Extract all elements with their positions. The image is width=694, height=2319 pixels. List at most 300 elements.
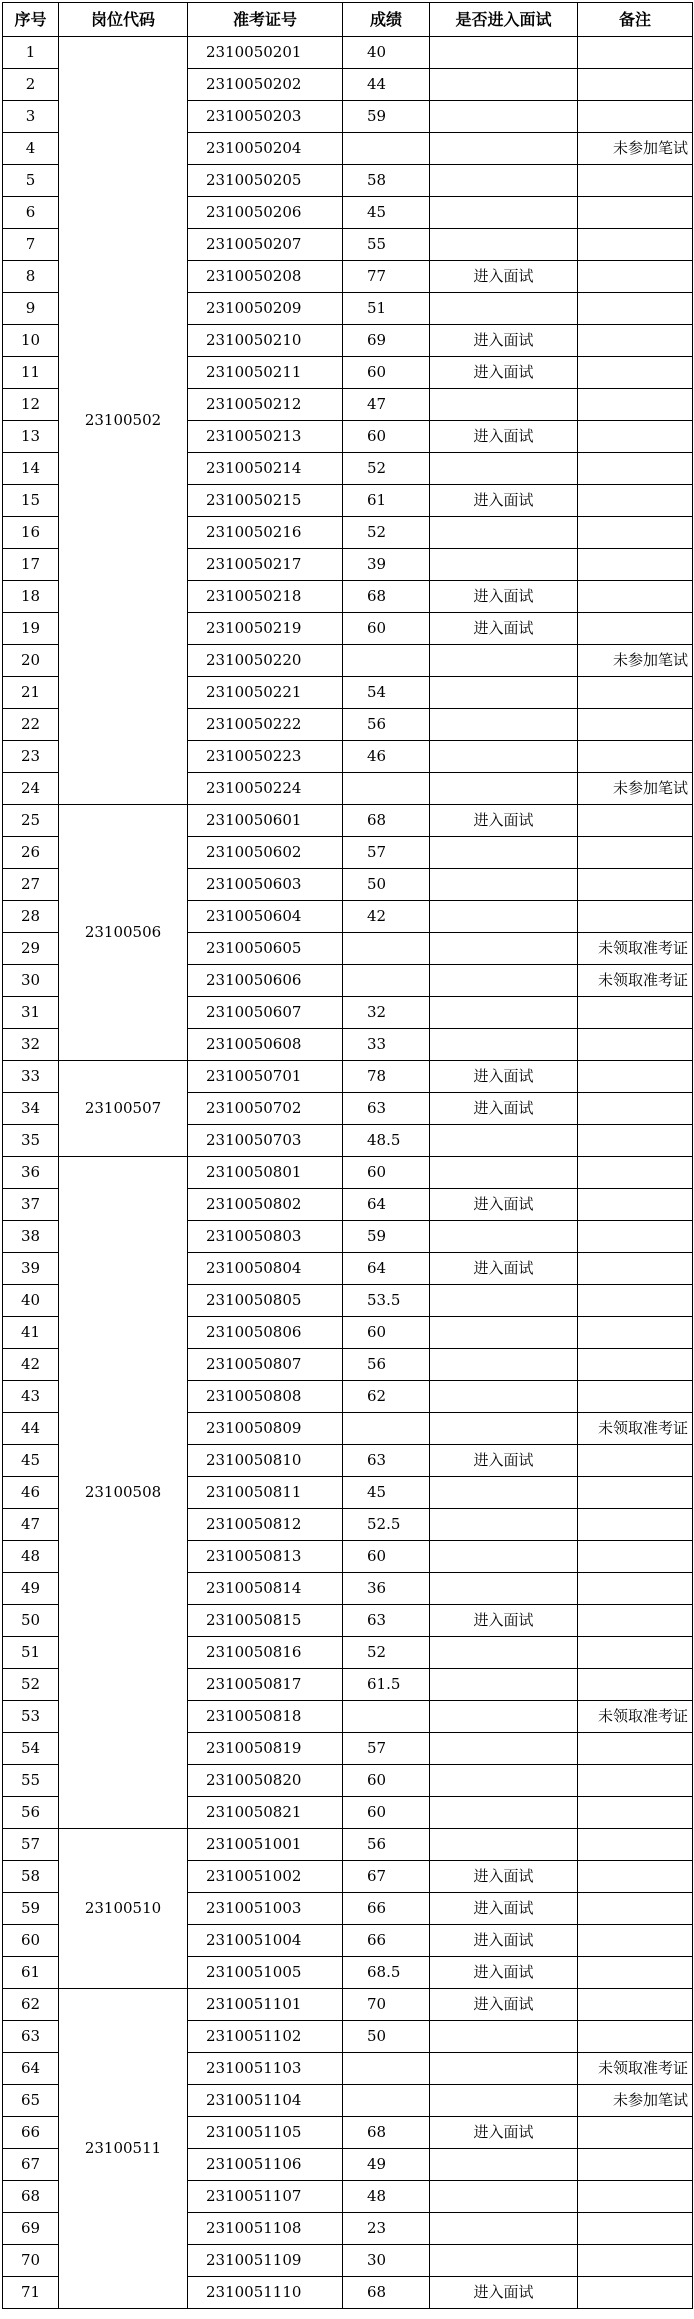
score-cell: 66 <box>343 1925 430 1957</box>
seq-cell: 66 <box>3 2117 59 2149</box>
score-cell: 62 <box>343 1381 430 1413</box>
ticket-number-cell: 2310051108 <box>188 2213 343 2245</box>
seq-cell: 53 <box>3 1701 59 1733</box>
seq-cell: 30 <box>3 965 59 997</box>
ticket-number-cell: 2310050211 <box>188 357 343 389</box>
interview-status-cell <box>430 1317 578 1349</box>
interview-status-cell <box>430 389 578 421</box>
position-code-cell: 23100506 <box>59 805 188 1061</box>
header-interview: 是否进入面试 <box>430 3 578 37</box>
ticket-number-cell: 2310050209 <box>188 293 343 325</box>
score-cell: 63 <box>343 1093 430 1125</box>
interview-status-cell <box>430 69 578 101</box>
interview-status-cell: 进入面试 <box>430 1893 578 1925</box>
ticket-number-cell: 2310050202 <box>188 69 343 101</box>
interview-status-cell <box>430 37 578 69</box>
remark-cell <box>578 741 693 773</box>
ticket-number-cell: 2310050224 <box>188 773 343 805</box>
interview-status-cell <box>430 1125 578 1157</box>
ticket-number-cell: 2310050223 <box>188 741 343 773</box>
table-row <box>3 1829 693 1861</box>
score-cell: 32 <box>343 997 430 1029</box>
seq-cell: 27 <box>3 869 59 901</box>
interview-status-cell <box>430 197 578 229</box>
ticket-number-cell: 2310050216 <box>188 517 343 549</box>
seq-cell: 15 <box>3 485 59 517</box>
ticket-number-cell: 2310050206 <box>188 197 343 229</box>
score-cell <box>343 2085 430 2117</box>
ticket-number-cell: 2310050201 <box>188 37 343 69</box>
position-code-cell: 23100502 <box>59 37 188 805</box>
ticket-number-cell: 2310050602 <box>188 837 343 869</box>
score-cell: 47 <box>343 389 430 421</box>
interview-status-cell <box>430 677 578 709</box>
ticket-number-cell: 2310050217 <box>188 549 343 581</box>
remark-cell <box>578 1637 693 1669</box>
ticket-number-cell: 2310050606 <box>188 965 343 997</box>
seq-cell: 67 <box>3 2149 59 2181</box>
remark-cell <box>578 2245 693 2277</box>
seq-cell: 20 <box>3 645 59 677</box>
score-cell: 78 <box>343 1061 430 1093</box>
interview-status-cell <box>430 1541 578 1573</box>
interview-status-cell <box>430 2181 578 2213</box>
seq-cell: 17 <box>3 549 59 581</box>
remark-cell <box>578 1189 693 1221</box>
score-cell: 30 <box>343 2245 430 2277</box>
ticket-number-cell: 2310050811 <box>188 1477 343 1509</box>
interview-status-cell <box>430 1829 578 1861</box>
remark-cell <box>578 229 693 261</box>
remark-cell <box>578 1381 693 1413</box>
remark-cell <box>578 901 693 933</box>
interview-status-cell <box>430 229 578 261</box>
seq-cell: 39 <box>3 1253 59 1285</box>
score-cell: 68 <box>343 581 430 613</box>
seq-cell: 33 <box>3 1061 59 1093</box>
ticket-number-cell: 2310050803 <box>188 1221 343 1253</box>
ticket-number-cell: 2310051104 <box>188 2085 343 2117</box>
table-row <box>3 1989 693 2021</box>
score-cell: 60 <box>343 1765 430 1797</box>
seq-cell: 23 <box>3 741 59 773</box>
interview-status-cell <box>430 2149 578 2181</box>
ticket-number-cell: 2310051102 <box>188 2021 343 2053</box>
remark-cell <box>578 2181 693 2213</box>
score-cell: 63 <box>343 1605 430 1637</box>
score-cell: 60 <box>343 357 430 389</box>
interview-status-cell: 进入面试 <box>430 1093 578 1125</box>
remark-cell: 未参加笔试 <box>578 2085 693 2117</box>
position-code-cell: 23100511 <box>59 1989 188 2309</box>
score-cell: 55 <box>343 229 430 261</box>
seq-cell: 18 <box>3 581 59 613</box>
interview-status-cell: 进入面试 <box>430 1861 578 1893</box>
remark-cell <box>578 453 693 485</box>
remark-cell <box>578 997 693 1029</box>
interview-status-cell <box>430 101 578 133</box>
score-cell: 64 <box>343 1189 430 1221</box>
remark-cell <box>578 197 693 229</box>
ticket-number-cell: 2310050215 <box>188 485 343 517</box>
ticket-number-cell: 2310050802 <box>188 1189 343 1221</box>
interview-status-cell <box>430 1637 578 1669</box>
interview-status-cell <box>430 1413 578 1445</box>
score-cell: 52 <box>343 517 430 549</box>
ticket-number-cell: 2310050806 <box>188 1317 343 1349</box>
ticket-number-cell: 2310050814 <box>188 1573 343 1605</box>
score-cell: 68 <box>343 2117 430 2149</box>
score-cell: 59 <box>343 101 430 133</box>
score-cell: 56 <box>343 1349 430 1381</box>
ticket-number-cell: 2310050604 <box>188 901 343 933</box>
interview-status-cell: 进入面试 <box>430 1189 578 1221</box>
remark-cell <box>578 1573 693 1605</box>
remark-cell: 未领取准考证 <box>578 1701 693 1733</box>
score-cell: 33 <box>343 1029 430 1061</box>
remark-cell <box>578 1541 693 1573</box>
score-cell: 48 <box>343 2181 430 2213</box>
score-cell: 54 <box>343 677 430 709</box>
ticket-number-cell: 2310050820 <box>188 1765 343 1797</box>
ticket-number-cell: 2310051101 <box>188 1989 343 2021</box>
score-cell: 52.5 <box>343 1509 430 1541</box>
seq-cell: 31 <box>3 997 59 1029</box>
score-cell: 61 <box>343 485 430 517</box>
remark-cell <box>578 1029 693 1061</box>
interview-status-cell <box>430 997 578 1029</box>
remark-cell <box>578 1477 693 1509</box>
interview-status-cell <box>430 1029 578 1061</box>
interview-status-cell <box>430 709 578 741</box>
score-cell: 57 <box>343 837 430 869</box>
remark-cell <box>578 357 693 389</box>
remark-cell <box>578 2213 693 2245</box>
ticket-number-cell: 2310050210 <box>188 325 343 357</box>
score-cell: 52 <box>343 1637 430 1669</box>
remark-cell <box>578 421 693 453</box>
remark-cell <box>578 1957 693 1989</box>
score-cell: 60 <box>343 1541 430 1573</box>
ticket-number-cell: 2310050808 <box>188 1381 343 1413</box>
score-cell: 49 <box>343 2149 430 2181</box>
results-sheet <box>2 2 693 2309</box>
interview-status-cell: 进入面试 <box>430 2277 578 2309</box>
ticket-number-cell: 2310050204 <box>188 133 343 165</box>
remark-cell <box>578 1221 693 1253</box>
remark-cell <box>578 1349 693 1381</box>
remark-cell: 未领取准考证 <box>578 965 693 997</box>
seq-cell: 26 <box>3 837 59 869</box>
ticket-number-cell: 2310050813 <box>188 1541 343 1573</box>
seq-cell: 71 <box>3 2277 59 2309</box>
remark-cell <box>578 1445 693 1477</box>
header-score: 成绩 <box>343 3 430 37</box>
position-code-cell: 23100508 <box>59 1157 188 1829</box>
score-cell: 63 <box>343 1445 430 1477</box>
score-cell: 66 <box>343 1893 430 1925</box>
remark-cell <box>578 1061 693 1093</box>
seq-cell: 9 <box>3 293 59 325</box>
interview-status-cell <box>430 453 578 485</box>
seq-cell: 69 <box>3 2213 59 2245</box>
seq-cell: 3 <box>3 101 59 133</box>
ticket-number-cell: 2310050805 <box>188 1285 343 1317</box>
seq-cell: 70 <box>3 2245 59 2277</box>
score-cell: 60 <box>343 1797 430 1829</box>
ticket-number-cell: 2310051004 <box>188 1925 343 1957</box>
seq-cell: 13 <box>3 421 59 453</box>
seq-cell: 38 <box>3 1221 59 1253</box>
ticket-number-cell: 2310050703 <box>188 1125 343 1157</box>
seq-cell: 35 <box>3 1125 59 1157</box>
score-cell: 68.5 <box>343 1957 430 1989</box>
seq-cell: 2 <box>3 69 59 101</box>
interview-status-cell <box>430 1157 578 1189</box>
ticket-number-cell: 2310050603 <box>188 869 343 901</box>
interview-status-cell <box>430 1573 578 1605</box>
seq-cell: 51 <box>3 1637 59 1669</box>
interview-status-cell <box>430 1797 578 1829</box>
seq-cell: 14 <box>3 453 59 485</box>
remark-cell <box>578 549 693 581</box>
interview-status-cell <box>430 1477 578 1509</box>
interview-status-cell <box>430 1349 578 1381</box>
ticket-number-cell: 2310050818 <box>188 1701 343 1733</box>
score-cell <box>343 133 430 165</box>
score-cell <box>343 933 430 965</box>
interview-status-cell <box>430 2085 578 2117</box>
remark-cell <box>578 2117 693 2149</box>
ticket-number-cell: 2310051001 <box>188 1829 343 1861</box>
header-row <box>3 3 693 37</box>
seq-cell: 61 <box>3 1957 59 1989</box>
interview-status-cell <box>430 645 578 677</box>
seq-cell: 49 <box>3 1573 59 1605</box>
seq-cell: 36 <box>3 1157 59 1189</box>
interview-status-cell <box>430 293 578 325</box>
ticket-number-cell: 2310050608 <box>188 1029 343 1061</box>
score-cell: 59 <box>343 1221 430 1253</box>
score-cell <box>343 1701 430 1733</box>
interview-status-cell <box>430 1765 578 1797</box>
remark-cell <box>578 1893 693 1925</box>
seq-cell: 12 <box>3 389 59 421</box>
interview-status-cell <box>430 1509 578 1541</box>
interview-status-cell <box>430 1701 578 1733</box>
remark-cell <box>578 1797 693 1829</box>
score-cell: 77 <box>343 261 430 293</box>
seq-cell: 24 <box>3 773 59 805</box>
interview-status-cell: 进入面试 <box>430 1253 578 1285</box>
remark-cell <box>578 1733 693 1765</box>
seq-cell: 8 <box>3 261 59 293</box>
table-row <box>3 805 693 837</box>
interview-status-cell: 进入面试 <box>430 1445 578 1477</box>
remark-cell <box>578 1285 693 1317</box>
interview-status-cell: 进入面试 <box>430 357 578 389</box>
ticket-number-cell: 2310050214 <box>188 453 343 485</box>
ticket-number-cell: 2310051109 <box>188 2245 343 2277</box>
score-cell: 56 <box>343 1829 430 1861</box>
seq-cell: 45 <box>3 1445 59 1477</box>
interview-status-cell <box>430 517 578 549</box>
score-cell: 56 <box>343 709 430 741</box>
score-cell: 51 <box>343 293 430 325</box>
interview-status-cell <box>430 869 578 901</box>
seq-cell: 64 <box>3 2053 59 2085</box>
interview-status-cell <box>430 549 578 581</box>
ticket-number-cell: 2310051107 <box>188 2181 343 2213</box>
remark-cell <box>578 2277 693 2309</box>
seq-cell: 47 <box>3 1509 59 1541</box>
results-table <box>2 2 693 2309</box>
ticket-number-cell: 2310050207 <box>188 229 343 261</box>
score-cell: 60 <box>343 1157 430 1189</box>
score-cell: 45 <box>343 197 430 229</box>
ticket-number-cell: 2310051002 <box>188 1861 343 1893</box>
remark-cell <box>578 37 693 69</box>
remark-cell <box>578 1253 693 1285</box>
seq-cell: 57 <box>3 1829 59 1861</box>
score-cell <box>343 773 430 805</box>
interview-status-cell: 进入面试 <box>430 1061 578 1093</box>
score-cell <box>343 1413 430 1445</box>
remark-cell <box>578 485 693 517</box>
seq-cell: 60 <box>3 1925 59 1957</box>
ticket-number-cell: 2310050208 <box>188 261 343 293</box>
score-cell: 39 <box>343 549 430 581</box>
remark-cell: 未参加笔试 <box>578 773 693 805</box>
remark-cell <box>578 293 693 325</box>
ticket-number-cell: 2310050203 <box>188 101 343 133</box>
seq-cell: 54 <box>3 1733 59 1765</box>
interview-status-cell <box>430 773 578 805</box>
ticket-number-cell: 2310051003 <box>188 1893 343 1925</box>
remark-cell <box>578 1861 693 1893</box>
interview-status-cell: 进入面试 <box>430 2117 578 2149</box>
score-cell: 70 <box>343 1989 430 2021</box>
header-remark: 备注 <box>578 3 693 37</box>
seq-cell: 55 <box>3 1765 59 1797</box>
ticket-number-cell: 2310051103 <box>188 2053 343 2085</box>
interview-status-cell <box>430 837 578 869</box>
seq-cell: 10 <box>3 325 59 357</box>
interview-status-cell: 进入面试 <box>430 421 578 453</box>
score-cell: 44 <box>343 69 430 101</box>
interview-status-cell <box>430 741 578 773</box>
score-cell: 50 <box>343 869 430 901</box>
seq-cell: 65 <box>3 2085 59 2117</box>
score-cell: 46 <box>343 741 430 773</box>
score-cell <box>343 645 430 677</box>
table-row <box>3 1061 693 1093</box>
remark-cell <box>578 1509 693 1541</box>
seq-cell: 4 <box>3 133 59 165</box>
score-cell: 36 <box>343 1573 430 1605</box>
ticket-number-cell: 2310050816 <box>188 1637 343 1669</box>
ticket-number-cell: 2310050809 <box>188 1413 343 1445</box>
remark-cell: 未领取准考证 <box>578 1413 693 1445</box>
remark-cell <box>578 1157 693 1189</box>
seq-cell: 41 <box>3 1317 59 1349</box>
seq-cell: 16 <box>3 517 59 549</box>
interview-status-cell <box>430 1285 578 1317</box>
seq-cell: 50 <box>3 1605 59 1637</box>
score-cell: 68 <box>343 2277 430 2309</box>
interview-status-cell: 进入面试 <box>430 805 578 837</box>
seq-cell: 63 <box>3 2021 59 2053</box>
score-cell: 23 <box>343 2213 430 2245</box>
remark-cell <box>578 581 693 613</box>
remark-cell <box>578 389 693 421</box>
remark-cell <box>578 261 693 293</box>
seq-cell: 5 <box>3 165 59 197</box>
interview-status-cell: 进入面试 <box>430 485 578 517</box>
ticket-number-cell: 2310051005 <box>188 1957 343 1989</box>
seq-cell: 44 <box>3 1413 59 1445</box>
seq-cell: 46 <box>3 1477 59 1509</box>
remark-cell <box>578 677 693 709</box>
seq-cell: 25 <box>3 805 59 837</box>
score-cell: 67 <box>343 1861 430 1893</box>
interview-status-cell: 进入面试 <box>430 325 578 357</box>
score-cell: 61.5 <box>343 1669 430 1701</box>
interview-status-cell <box>430 2245 578 2277</box>
score-cell: 58 <box>343 165 430 197</box>
header-seq: 序号 <box>3 3 59 37</box>
ticket-number-cell: 2310050222 <box>188 709 343 741</box>
score-cell: 40 <box>343 37 430 69</box>
seq-cell: 43 <box>3 1381 59 1413</box>
ticket-number-cell: 2310050221 <box>188 677 343 709</box>
remark-cell <box>578 517 693 549</box>
score-cell: 68 <box>343 805 430 837</box>
table-row <box>3 37 693 69</box>
seq-cell: 62 <box>3 1989 59 2021</box>
seq-cell: 28 <box>3 901 59 933</box>
position-code-cell: 23100510 <box>59 1829 188 1989</box>
interview-status-cell <box>430 2021 578 2053</box>
seq-cell: 22 <box>3 709 59 741</box>
remark-cell <box>578 613 693 645</box>
remark-cell <box>578 1125 693 1157</box>
interview-status-cell <box>430 133 578 165</box>
seq-cell: 1 <box>3 37 59 69</box>
seq-cell: 52 <box>3 1669 59 1701</box>
remark-cell <box>578 101 693 133</box>
remark-cell <box>578 1317 693 1349</box>
score-cell: 53.5 <box>343 1285 430 1317</box>
interview-status-cell: 进入面试 <box>430 1957 578 1989</box>
interview-status-cell: 进入面试 <box>430 261 578 293</box>
interview-status-cell <box>430 933 578 965</box>
seq-cell: 42 <box>3 1349 59 1381</box>
remark-cell <box>578 1989 693 2021</box>
ticket-number-cell: 2310050807 <box>188 1349 343 1381</box>
header-position-code: 岗位代码 <box>59 3 188 37</box>
ticket-number-cell: 2310050220 <box>188 645 343 677</box>
remark-cell: 未参加笔试 <box>578 645 693 677</box>
seq-cell: 37 <box>3 1189 59 1221</box>
interview-status-cell <box>430 2213 578 2245</box>
score-cell: 50 <box>343 2021 430 2053</box>
interview-status-cell <box>430 165 578 197</box>
remark-cell <box>578 1925 693 1957</box>
seq-cell: 21 <box>3 677 59 709</box>
remark-cell <box>578 1093 693 1125</box>
position-code-cell: 23100507 <box>59 1061 188 1157</box>
